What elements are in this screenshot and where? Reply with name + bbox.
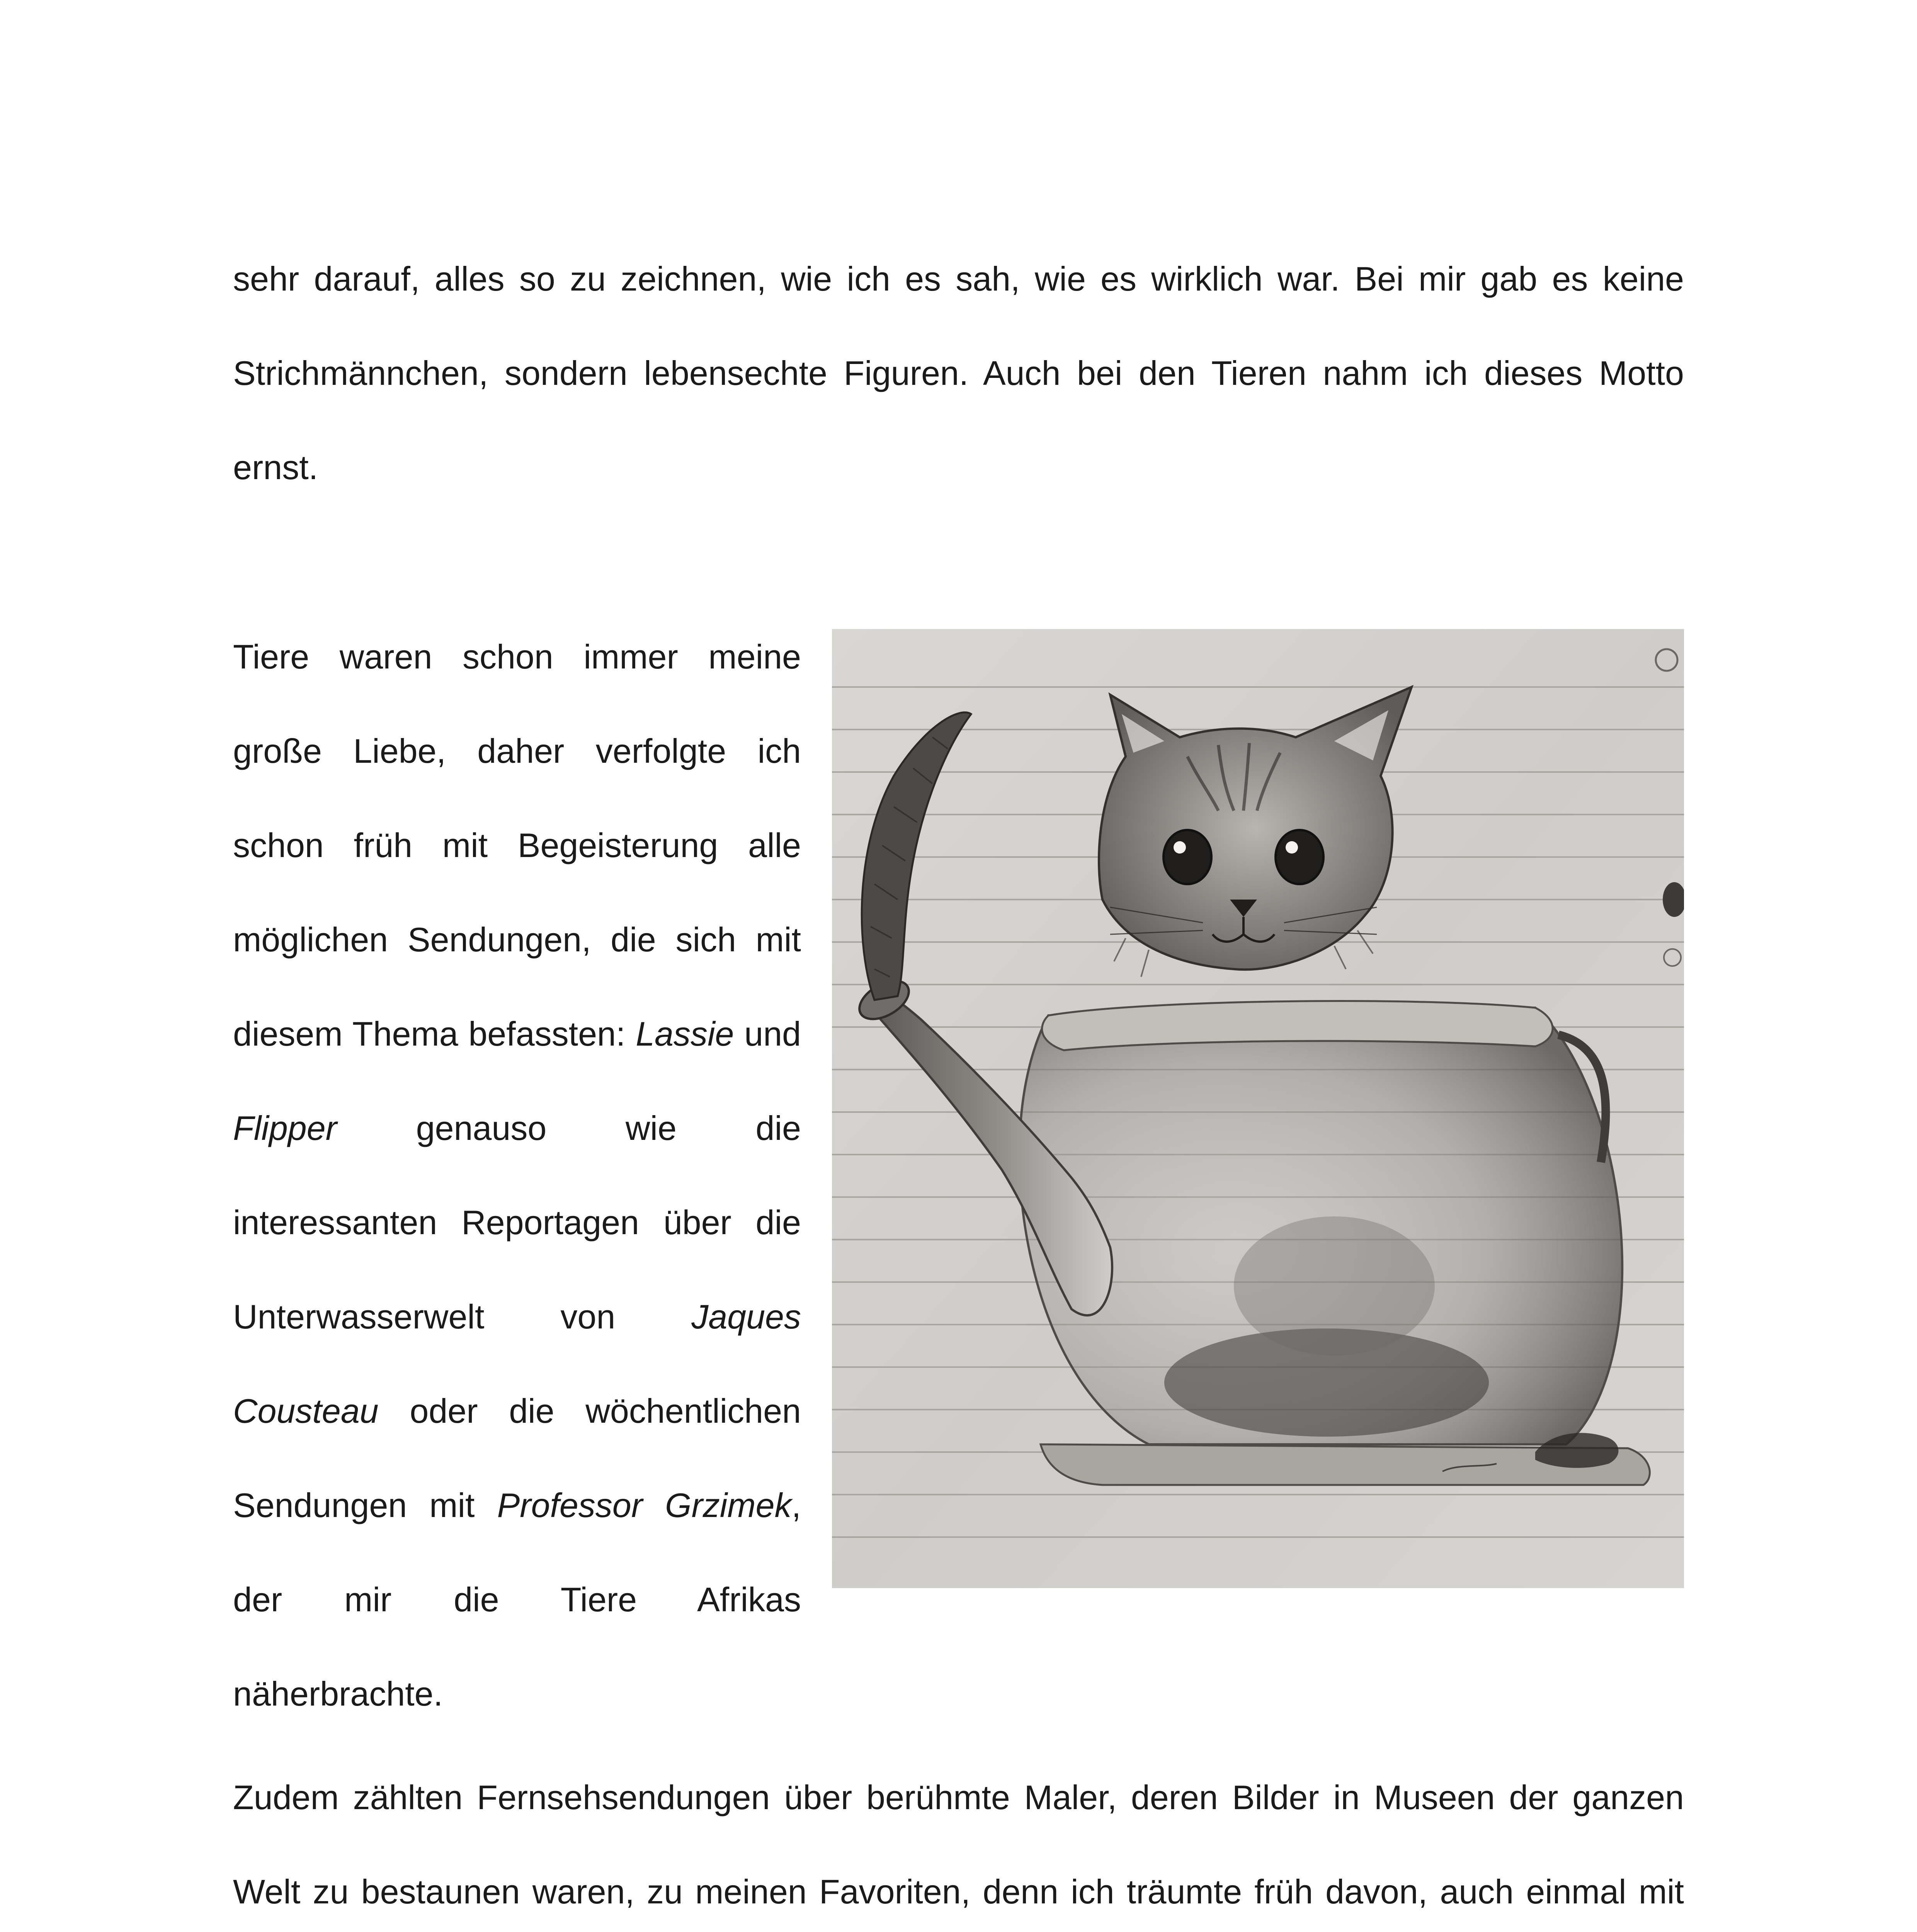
- paragraph-2-text-b: und: [734, 1015, 801, 1053]
- paragraph-2-text-e: , der mir die Tiere Afrikas näherbrachte.: [233, 1486, 801, 1713]
- paragraph-2-text-d: oder die wöchentlichen Sendungen mit: [233, 1392, 801, 1524]
- paragraph-2-text-c: genauso wie die interessanten Reportagen über die Unterwasserwelt von: [233, 1109, 801, 1336]
- title-lassie: Lassie: [636, 1015, 734, 1053]
- paragraph-3-text: Zudem zählten Fernsehsendungen über berühmte Maler, deren Bilder in Museen der ganzen Welt zu bestaunen waren, zu meinen Favoriten, denn ich träumte früh davon, auch einmal mit: [233, 1778, 1684, 1911]
- paragraph-2-text-a: Tiere waren schon immer meine große Liebe, daher verfolgte ich schon früh mit Begeisterung alle möglichen Sendungen, die sich mit diesem Thema befassten:: [233, 638, 801, 1053]
- paragraph-2: [233, 610, 801, 1741]
- name-professor-grzimek: Professor Grzimek: [497, 1486, 792, 1524]
- drawing-illustration: [832, 629, 1684, 1588]
- title-flipper: Flipper: [233, 1109, 337, 1147]
- pencil-drawing-cat-in-teapot: [832, 629, 1684, 1588]
- paragraph-3: [233, 1750, 1684, 1932]
- paragraph-1: [233, 232, 1684, 515]
- name-jaques-cousteau: Jaques Cousteau: [233, 1298, 801, 1430]
- paragraph-1-text: sehr darauf, alles so zu zeichnen, wie ich es sah, wie es wirklich war. Bei mir gab es keine Strichmännchen, sondern lebensechte Figuren. Auch bei den Tieren nahm ich dieses Motto ernst.: [233, 260, 1684, 486]
